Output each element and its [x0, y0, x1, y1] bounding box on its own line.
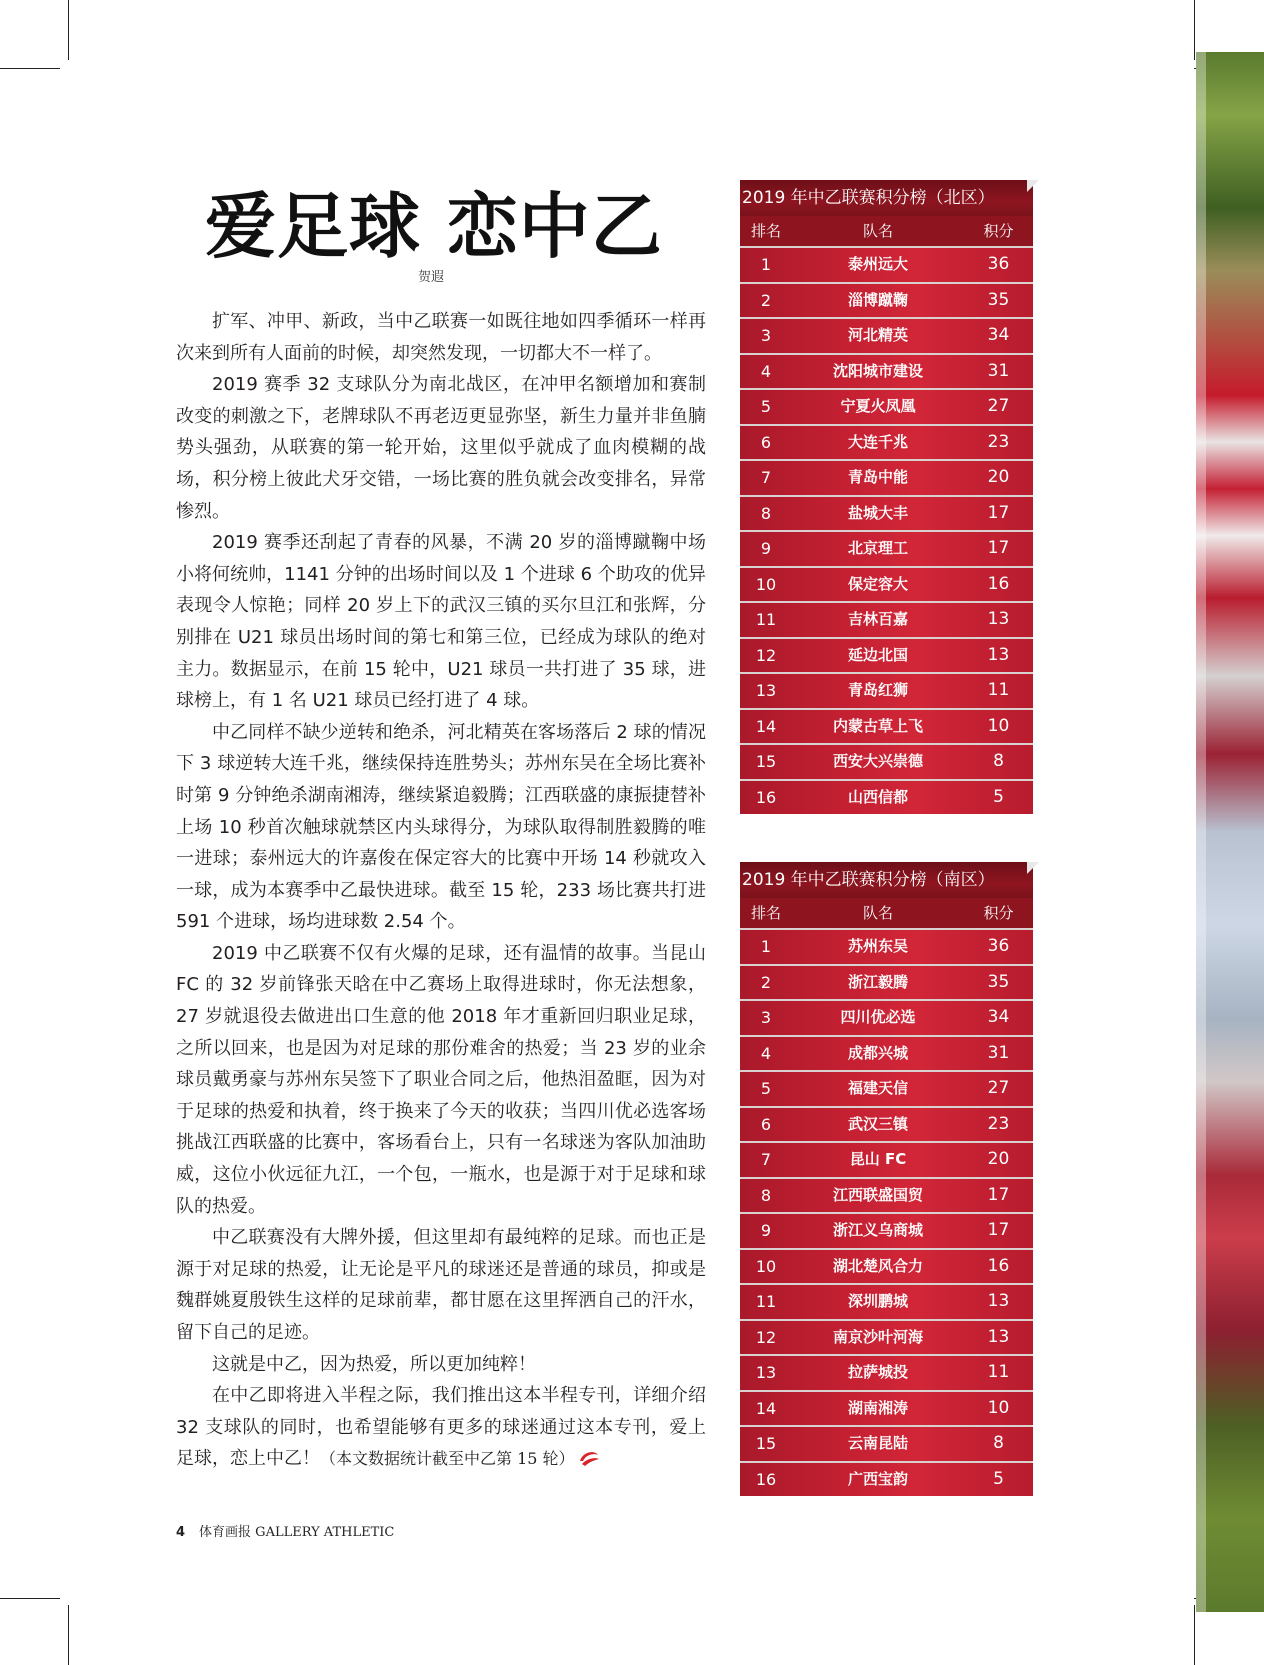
rank-cell: 5 — [760, 1079, 772, 1098]
points-cell: 5 — [993, 1468, 1004, 1489]
team-cell: 武汉三镇 — [847, 1114, 908, 1133]
rank-cell: 13 — [755, 1363, 777, 1382]
paragraph: 中乙联赛没有大牌外援，但这里却有最纯粹的足球。而也正是源于对足球的热爱，让无论是平凡的球迷还是普通的球员，抑或是魏群姚夏殷铁生这样的足球前辈，都甘愿在这里挥洒自己的汗水，留下自己的足迹。 — [176, 1227, 706, 1343]
rank-cell: 1 — [760, 937, 772, 956]
team-cell: 山西信都 — [847, 787, 908, 806]
team-cell: 宁夏火凤凰 — [840, 397, 916, 415]
points-cell: 11 — [987, 680, 1010, 700]
rank-cell: 6 — [760, 1114, 772, 1134]
table-row — [740, 1283, 1033, 1319]
crop-mark — [68, 1605, 69, 1665]
points-cell: 34 — [987, 1007, 1010, 1027]
table-row — [740, 1035, 1033, 1071]
column-header-rank: 排名 — [750, 222, 781, 240]
points-cell: 8 — [993, 1433, 1004, 1453]
table-row — [740, 530, 1033, 566]
points-cell: 27 — [987, 1078, 1010, 1098]
points-cell: 17 — [987, 1184, 1010, 1205]
paragraph: 2019 赛季还刮起了青春的风暴，不满 20 岁的淄博蹴鞠中场小将何统帅，1141 分钟的出场时间以及 1 个进球 6 个助攻的优异表现令人惊艳；同样 20 岁上下的武汉三镇的买尔旦江和张辉，分别排在 U21 球员出场时间的第七和第三位，已经成为球队的绝对主力。数据显示，在前 15 轮中，U21 球员一共打进了 35 球，进球榜上，有 1 名 U21 球员已经打进了 4 球。 — [176, 532, 706, 712]
table-row — [740, 637, 1033, 673]
table-title-bar — [740, 862, 1033, 898]
points-cell: 13 — [987, 609, 1010, 629]
team-cell: 福建天信 — [847, 1079, 908, 1097]
points-cell: 10 — [987, 715, 1010, 736]
team-cell: 昆山 FC — [849, 1150, 907, 1168]
rank-cell: 11 — [755, 610, 777, 629]
table-row — [740, 388, 1033, 424]
rank-cell: 9 — [760, 539, 772, 558]
paragraph-text: 在中乙即将进入半程之际，我们推出这本半程专刊，详细介绍 32 支球队的同时，也希望能够有更多的球迷通过这本专刊，爱上足球，恋上中乙！ — [176, 1385, 706, 1470]
points-cell: 17 — [987, 1220, 1010, 1240]
team-cell: 沈阳城市建设 — [832, 361, 923, 380]
column-header-points: 积分 — [983, 222, 1014, 240]
table-title-bar — [740, 180, 1033, 216]
table-row — [740, 1319, 1033, 1355]
crop-mark — [1194, 1605, 1195, 1665]
table-row — [740, 353, 1033, 389]
team-cell: 湖南湘涛 — [847, 1398, 908, 1417]
points-cell: 17 — [987, 502, 1010, 523]
team-cell: 浙江义乌商城 — [832, 1221, 923, 1239]
rank-cell: 9 — [760, 1221, 772, 1240]
paragraph-last — [176, 1380, 706, 1475]
table-row — [740, 1425, 1033, 1461]
points-cell: 16 — [987, 1255, 1010, 1276]
article-author: 贺遐 — [418, 270, 445, 285]
table-row — [740, 566, 1033, 602]
table-row — [740, 459, 1033, 495]
table-row — [740, 1248, 1033, 1284]
rank-cell: 7 — [760, 1150, 772, 1169]
rank-cell: 12 — [755, 645, 777, 665]
table-body — [740, 246, 1033, 814]
rank-cell: 2 — [760, 290, 772, 310]
team-cell: 青岛红狮 — [847, 681, 908, 699]
table-row — [740, 708, 1033, 744]
rank-cell: 14 — [755, 1398, 777, 1418]
points-cell: 27 — [987, 396, 1010, 416]
column-header-points: 积分 — [983, 904, 1014, 922]
team-cell: 西安大兴崇德 — [832, 752, 923, 770]
points-cell: 31 — [987, 1042, 1010, 1063]
team-cell: 大连千兆 — [847, 432, 908, 451]
points-cell: 34 — [987, 325, 1010, 345]
table-row — [740, 964, 1033, 1000]
page-footer — [176, 1521, 394, 1540]
team-cell: 延边北国 — [847, 645, 908, 664]
paragraph: 中乙同样不缺少逆转和绝杀，河北精英在客场落后 2 球的情况下 3 球逆转大连千兆，继续保持连胜势头；苏州东吴在全场比赛补时第 9 分钟绝杀湖南湘涛，继续紧追毅腾；江西联盛的康振捷替补上场 10 秒首次触球就禁区内头球得分，为球队取得制胜毅腾的唯一进球；泰州远大的许嘉俊在保定容大的比赛中开场 14 秒就攻入一球，成为本赛季中乙最快进球。截至 15 轮，233 场比赛共打进 591 个进球，场均进球数 2.54 个。 — [176, 721, 706, 933]
points-cell: 17 — [987, 538, 1010, 558]
team-cell: 广西宝韵 — [847, 1469, 908, 1488]
table-body — [740, 928, 1033, 1496]
magazine-name: 体育画报 GALLERY ATHLETIC — [199, 1525, 395, 1540]
points-cell: 5 — [993, 786, 1004, 807]
table-row — [740, 282, 1033, 318]
points-cell: 35 — [987, 971, 1010, 992]
team-cell: 湖北楚风合力 — [832, 1256, 923, 1275]
rank-cell: 11 — [755, 1292, 777, 1311]
table-row — [740, 1070, 1033, 1106]
rank-cell: 10 — [755, 574, 777, 594]
points-cell: 20 — [987, 467, 1010, 487]
rank-cell: 4 — [760, 361, 772, 381]
points-cell: 36 — [987, 254, 1010, 274]
paragraph: 这就是中乙，因为热爱，所以更加纯粹！ — [212, 1353, 536, 1375]
rank-cell: 8 — [760, 503, 772, 523]
table-header-row — [740, 216, 1033, 246]
decorative-photo-strip — [1196, 52, 1264, 1612]
crop-mark — [0, 68, 60, 69]
rank-cell: 15 — [755, 1434, 777, 1453]
rank-cell: 8 — [760, 1185, 772, 1205]
table-row — [740, 1141, 1033, 1177]
rank-cell: 6 — [760, 432, 772, 452]
column-header-team: 队名 — [862, 904, 893, 922]
paragraph: 2019 赛季 32 支球队分为南北战区，在冲甲名额增加和赛制改变的刺激之下，老牌球队不再老迈更显弥坚，新生力量并非鱼腩势头强劲，从联赛的第一轮开始，这里似乎就成了血肉模糊的战场，积分榜上彼此犬牙交错，一场比赛的胜负就会改变排名，异常惨烈。 — [176, 374, 706, 522]
magazine-logo-icon — [577, 1449, 601, 1467]
table-row — [740, 424, 1033, 460]
table-header-row — [740, 898, 1033, 928]
table-row — [740, 1354, 1033, 1390]
team-cell: 浙江毅腾 — [847, 972, 908, 991]
rank-cell: 3 — [760, 1008, 772, 1027]
points-cell: 23 — [987, 1113, 1010, 1134]
points-cell: 13 — [987, 1291, 1010, 1311]
rank-cell: 7 — [760, 468, 772, 487]
team-cell: 苏州东吴 — [847, 937, 908, 955]
points-cell: 13 — [987, 1326, 1010, 1347]
table-row — [740, 779, 1033, 815]
crop-mark — [68, 0, 69, 60]
table-row — [740, 317, 1033, 353]
crop-mark — [1194, 0, 1195, 60]
team-cell: 泰州远大 — [847, 255, 908, 273]
rank-cell: 2 — [760, 972, 772, 992]
points-cell: 16 — [987, 573, 1010, 594]
team-cell: 青岛中能 — [847, 468, 908, 486]
rank-cell: 16 — [755, 787, 777, 807]
crop-mark — [0, 1598, 60, 1599]
rank-cell: 10 — [755, 1256, 777, 1276]
article-body — [176, 306, 706, 1475]
rank-cell: 13 — [755, 681, 777, 700]
rank-cell: 12 — [755, 1327, 777, 1347]
table-row — [740, 672, 1033, 708]
rank-cell: 3 — [760, 326, 772, 345]
team-cell: 四川优必选 — [840, 1008, 916, 1026]
standings-table-south — [740, 862, 1033, 1496]
rank-cell: 4 — [760, 1043, 772, 1063]
team-cell: 保定容大 — [847, 574, 908, 593]
team-cell: 成都兴城 — [847, 1043, 908, 1062]
team-cell: 淄博蹴鞠 — [847, 290, 908, 309]
team-cell: 云南昆陆 — [847, 1434, 908, 1452]
rank-cell: 16 — [755, 1469, 777, 1489]
rank-cell: 14 — [755, 716, 777, 736]
table-row — [740, 1390, 1033, 1426]
points-cell: 13 — [987, 644, 1010, 665]
table-row — [740, 1177, 1033, 1213]
rank-cell: 1 — [760, 255, 772, 274]
team-cell: 北京理工 — [847, 539, 908, 557]
points-cell: 23 — [987, 431, 1010, 452]
team-cell: 吉林百嘉 — [847, 610, 908, 628]
table-row — [740, 743, 1033, 779]
table-row — [740, 928, 1033, 964]
table-row — [740, 246, 1033, 282]
team-cell: 内蒙古草上飞 — [832, 716, 923, 735]
team-cell: 拉萨城投 — [847, 1363, 908, 1381]
page-number: 4 — [176, 1525, 186, 1540]
team-cell: 南京沙叶河海 — [832, 1327, 923, 1346]
team-cell: 盐城大丰 — [847, 503, 908, 522]
team-cell: 深圳鹏城 — [847, 1292, 908, 1310]
team-cell: 江西联盛国贸 — [832, 1185, 923, 1204]
points-cell: 31 — [987, 360, 1010, 381]
table-row — [740, 1461, 1033, 1497]
table-row — [740, 601, 1033, 637]
team-cell: 河北精英 — [847, 326, 908, 344]
data-note: （本文数据统计截至中乙第 15 轮） — [320, 1449, 575, 1469]
table-row — [740, 495, 1033, 531]
paragraph: 扩军、冲甲、新政，当中乙联赛一如既往地如四季循环一样再次来到所有人面前的时候，却突然发现，一切都大不一样了。 — [176, 311, 706, 364]
paragraph: 2019 中乙联赛不仅有火爆的足球，还有温情的故事。当昆山 FC 的 32 岁前锋张天晗在中乙赛场上取得进球时，你无法想象，27 岁就退役去做进出口生意的他 2018 年才重新回归职业足球，之所以回来，也是因为对足球的那份难舍的热爱；当 23 岁的业余球员戴勇豪与苏州东吴签下了职业合同之后，他热泪盈眶，因为对于足球的热爱和执着，终于换来了今天的收获；当四川优必选客场挑战江西联盛的比赛中，客场看台上，只有一名球迷为客队加油助威，这位小伙远征九江，一个包，一瓶水，也是源于对于足球和球队的热爱。 — [176, 942, 706, 1217]
rank-cell: 5 — [760, 397, 772, 416]
points-cell: 35 — [987, 289, 1010, 310]
points-cell: 20 — [987, 1149, 1010, 1169]
table-title: 2019 年中乙联赛积分榜（北区） — [742, 188, 995, 208]
table-row — [740, 999, 1033, 1035]
rank-cell: 15 — [755, 752, 777, 771]
table-row — [740, 1106, 1033, 1142]
points-cell: 8 — [993, 751, 1004, 771]
table-title: 2019 年中乙联赛积分榜（南区） — [742, 870, 995, 890]
article-title: 爱足球 恋中乙 — [205, 185, 663, 268]
points-cell: 11 — [987, 1362, 1010, 1382]
table-row — [740, 1212, 1033, 1248]
points-cell: 10 — [987, 1397, 1010, 1418]
standings-table-north — [740, 180, 1033, 814]
column-header-team: 队名 — [862, 222, 893, 240]
column-header-rank: 排名 — [750, 904, 781, 922]
points-cell: 36 — [987, 936, 1010, 956]
